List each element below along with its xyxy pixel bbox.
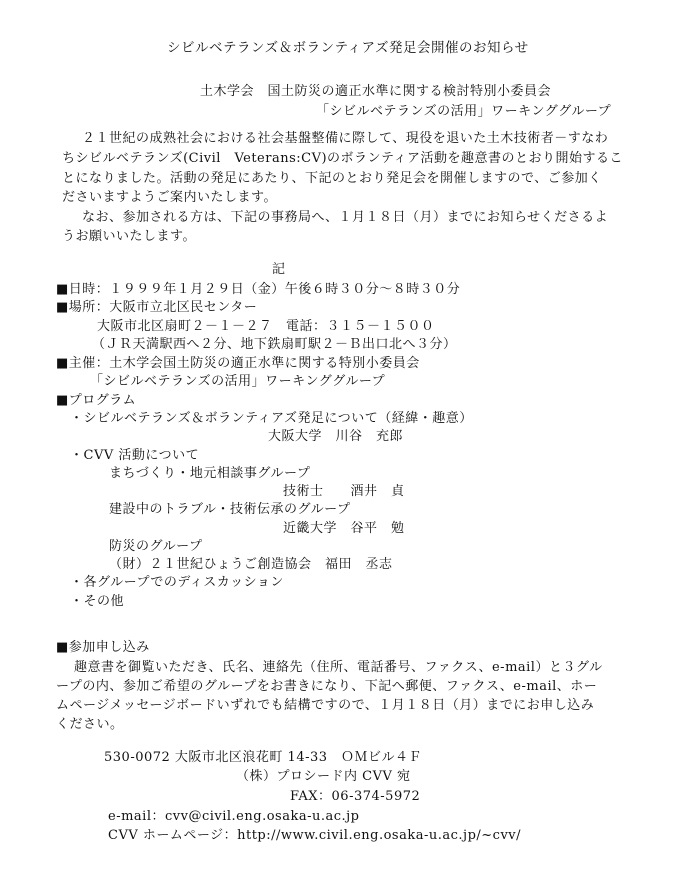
contact-fax: FAX：06-374-5972 xyxy=(290,789,421,804)
organizer-line-2: 「シビルベテランズの活用」ワーキンググループ xyxy=(90,374,386,389)
intro-line-1: ２１世紀の成熟社会における社会基盤整備に際して、現役を退いた土木技術者－すなわ xyxy=(82,131,609,146)
apply-body-line-4: ください。 xyxy=(56,717,124,732)
program-group-1-speaker: 技術士 酒井 貞 xyxy=(283,484,405,499)
venue-line-3: （ＪＲ天満駅西へ２分、地下鉄扇町駅２－Ｂ出口北へ３分） xyxy=(92,337,457,352)
program-item-1-speaker: 大阪大学 川谷 充郎 xyxy=(268,429,404,444)
intro-line-3: とになりました。活動の発足にあたり、下記のとおり発足会を開催しますので、ご参加く xyxy=(62,171,602,186)
apply-body-line-2: ープの内、参加ご希望のグループをお書きになり、下記へ郵便、ファクス、e-mail、ホー xyxy=(56,679,598,694)
intro-line-4: ださいますようご案内いたします。 xyxy=(62,190,277,205)
issuer-line-2: 「シビルベテランズの活用」ワーキンググループ xyxy=(316,104,612,119)
program-group-3-speaker: （財）２１世紀ひょうご創造協会 福田 丞志 xyxy=(109,557,393,572)
apply-body-line-3: ムページメッセージボードいずれでも結構ですので、１月１８日（月）までにお申し込み xyxy=(56,698,595,713)
program-group-3: 防災のグループ xyxy=(109,539,203,554)
intro-line-5: なお、参加される方は、下記の事務局へ、１月１８日（月）までにお知らせくださるよ xyxy=(82,210,609,225)
program-group-2: 建設中のトラブル・技術伝承のグループ xyxy=(109,502,351,517)
contact-office: （株）プロシード内 CVV 宛 xyxy=(236,769,411,784)
ki-label: 記 xyxy=(272,262,286,277)
program-group-1: まちづくり・地元相談事グループ xyxy=(109,466,311,481)
venue-line-1: ■場所：大阪市立北区民センター xyxy=(56,300,258,315)
venue-line-2: 大阪市北区扇町２－１－２７ 電話：３１５－１５００ xyxy=(97,319,435,334)
program-item-4: ・その他 xyxy=(70,594,125,609)
apply-heading: ■参加申し込み xyxy=(56,640,150,655)
program-item-3: ・各グループでのディスカッション xyxy=(70,575,284,590)
page-title: シビルベテランズ＆ボランティアズ発足会開催のお知らせ xyxy=(167,40,529,56)
contact-email: e-mail：cvv@civil.eng.osaka-u.ac.jp xyxy=(108,809,360,824)
issuer-line-1: 土木学会 国土防災の適正水準に関する検討特別小委員会 xyxy=(200,84,552,99)
organizer-line-1: ■主催：土木学会国土防災の適正水準に関する特別小委員会 xyxy=(56,356,420,371)
schedule-line: ■日時：１９９９年１月２９日（金）午後６時３０分～８時３０分 xyxy=(56,282,461,297)
program-item-2: ・CVV 活動について xyxy=(70,448,200,463)
program-item-1: ・シビルベテランズ＆ボランティアズ発足について（経緯・趣意） xyxy=(70,411,473,426)
program-group-2-speaker: 近畿大学 谷平 勉 xyxy=(283,521,405,536)
intro-line-2: ちシビルベテランズ(Civil Veterans:CV)のボランティア活動を趣意書のとおり開始するこ xyxy=(62,151,624,166)
intro-line-6: うお願いいたします。 xyxy=(62,229,196,244)
contact-address: 530-0072 大阪市北区浪花町 14-33 ＯＭビル４Ｆ xyxy=(104,750,423,765)
program-heading: ■プログラム xyxy=(56,393,137,408)
apply-body-line-1: 趣意書を御覧いただき、氏名、連絡先（住所、電話番号、ファクス、e-mail）と３グル xyxy=(74,660,603,675)
contact-homepage: CVV ホームページ：http://www.civil.eng.osaka-u.ac.jp/~cvv/ xyxy=(108,828,522,843)
